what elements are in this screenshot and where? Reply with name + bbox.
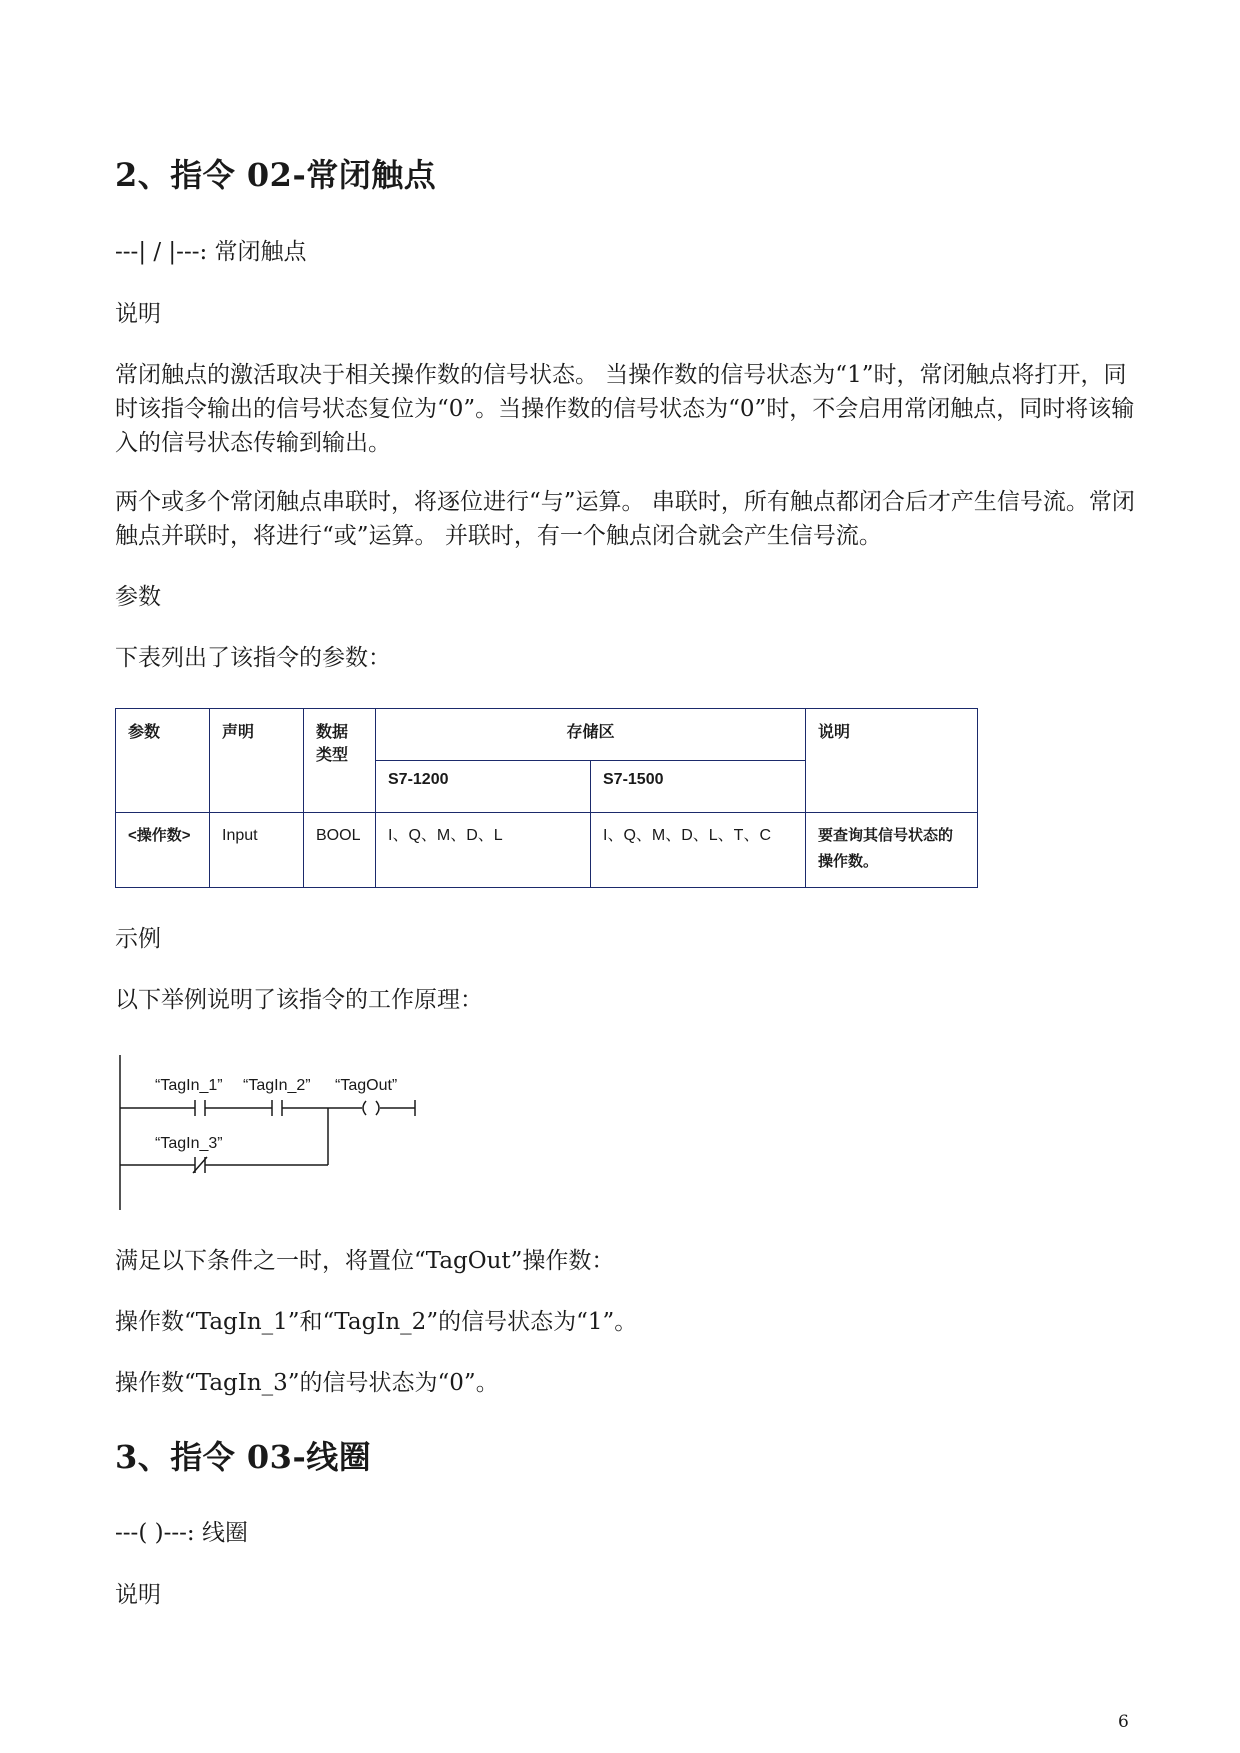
section-3-description-title: 说明: [115, 1582, 161, 1608]
header-storage-area: 存储区: [376, 709, 806, 761]
condition-2: 操作数“TagIn_3”的信号状态为“0”。: [115, 1370, 499, 1396]
cell-s7-1500-areas: I、Q、M、D、L、T、C: [591, 813, 806, 888]
header-declaration: 声明: [210, 709, 304, 813]
parameters-table: [115, 708, 978, 888]
condition-intro: 满足以下条件之一时，将置位“TagOut”操作数：: [115, 1248, 615, 1274]
condition-1: 操作数“TagIn_1”和“TagIn_2”的信号状态为“1”。: [115, 1309, 638, 1335]
description-paragraph-2: 两个或多个常闭触点串联时，将逐位进行“与”运算。 串联时，所有触点都闭合后才产生信号流。常闭触点并联时，将进行“或”运算。 并联时，有一个触点闭合就会产生信号流。: [115, 489, 1135, 549]
symbol-line-nc-contact: ---| / |---: 常闭触点: [115, 239, 307, 265]
description-paragraph-1: 常闭触点的激活取决于相关操作数的信号状态。 当操作数的信号状态为“1”时，常闭触点将打开，同时该指令输出的信号状态复位为“0”。当操作数的信号状态为“0”时，不会启用常闭触点，同时将该输入的信号状态传输到输出。: [115, 362, 1135, 456]
label-tagin2: “TagIn_2”: [243, 1077, 311, 1094]
parameters-title: 参数: [115, 584, 161, 610]
page-number: 6: [1118, 1712, 1129, 1732]
symbol-line-coil: ---( )---: 线圈: [115, 1520, 248, 1546]
ladder-diagram: [110, 1045, 430, 1215]
cell-input: Input: [210, 813, 304, 888]
cell-operand-description: 要查询其信号状态的操作数。: [806, 813, 978, 888]
cell-operand: <操作数>: [116, 813, 210, 888]
cell-s7-1200-areas: I、Q、M、D、L: [376, 813, 591, 888]
header-s7-1500: S7-1500: [591, 761, 806, 813]
header-param: 参数: [116, 709, 210, 813]
coil-tagout-right: [376, 1101, 379, 1115]
parameters-intro: 下表列出了该指令的参数：: [115, 645, 391, 671]
cell-bool: BOOL: [304, 813, 376, 888]
label-tagin3: “TagIn_3”: [155, 1135, 223, 1152]
coil-tagout-left: [363, 1101, 366, 1115]
section-3-heading: 3、指令 03-线圈: [115, 1438, 372, 1476]
example-title: 示例: [115, 926, 161, 952]
section-2-heading: 2、指令 02-常闭触点: [115, 156, 437, 194]
label-tagin1: “TagIn_1”: [155, 1077, 223, 1094]
header-data-type: 数据类型: [304, 709, 376, 813]
header-description: 说明: [806, 709, 978, 813]
example-intro: 以下举例说明了该指令的工作原理：: [115, 987, 483, 1013]
description-title: 说明: [115, 301, 161, 327]
header-s7-1200: S7-1200: [376, 761, 591, 813]
label-tagout: “TagOut”: [335, 1077, 398, 1094]
